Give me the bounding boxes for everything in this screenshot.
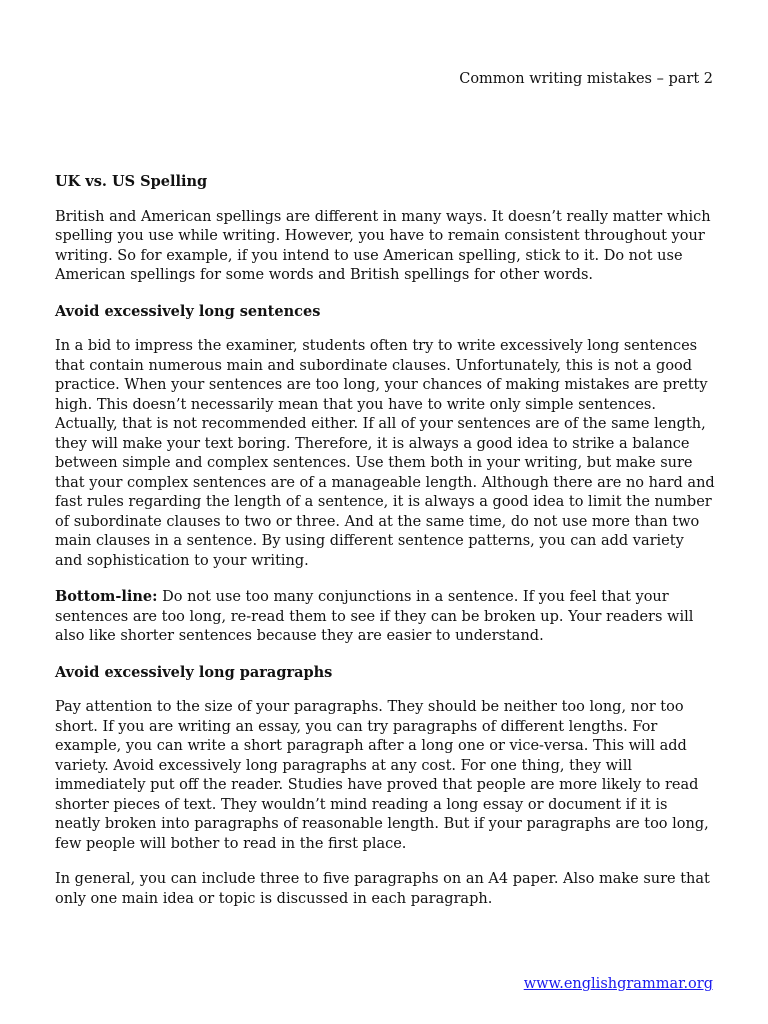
section-heading-long-paragraphs: Avoid excessively long paragraphs xyxy=(55,663,333,681)
paragraph-long-sentences: In a bid to impress the examiner, students often try to write excessively long sentences that contain numerous main and subordinate clauses. Unfortunately, this is not a good practice. When your sentences are too long, your chances of making mistakes are pretty high. This doesn’t necessarily mean that you have to write only simple sentences. Actually, that is not recommended either. If all of your sentences are of the same length, they will make your text boring. Therefore, it is always a good idea to strike a balance between simple and complex sentences. Use them both in your writing, but make sure that your complex sentences are of a manageable length. Although there are no hard and fast rules regarding the length of a sentence, it is always a good idea to limit the number of subordinate clauses to two or three. And at the same time, do not use more than two main clauses in a sentence. By using different sentence patterns, you can add variety and sophistication to your writing. xyxy=(55,338,715,569)
section-heading-uk-us-spelling: UK vs. US Spelling xyxy=(55,173,208,190)
bottom-line-text: Do not use too many conjunctions in a sentence. If you feel that your sentences are too long, re-read them to see if they can be broken up. Your readers will also like shorter sentences because they are easier to understand. xyxy=(55,589,694,644)
section-heading-long-sentences: Avoid excessively long sentences xyxy=(55,302,321,320)
document-body xyxy=(55,172,715,925)
paragraph-bottom-line xyxy=(55,587,715,647)
footer-website-link[interactable]: www.englishgrammar.org xyxy=(523,976,713,992)
paragraph-long-paragraphs-2: In general, you can include three to five paragraphs on an A4 paper. Also make sure that only one main idea or topic is discussed in each paragraph. xyxy=(55,871,710,907)
paragraph-long-paragraphs-1: Pay attention to the size of your paragraphs. They should be neither too long, nor too short. If you are writing an essay, you can try paragraphs of different lengths. For example, you can write a short paragraph after a long one or vice-versa. This will add variety. Avoid excessively long paragraphs at any cost. For one thing, they will immediately put off the reader. Studies have proved that people are more likely to read shorter pieces of text. They wouldn’t mind reading a long essay or document if it is neatly broken into paragraphs of reasonable length. But if your paragraphs are too long, few people will bother to read in the first place. xyxy=(55,699,709,852)
bottom-line-label: Bottom-line: xyxy=(55,588,158,605)
paragraph-uk-us-spelling: British and American spellings are different in many ways. It doesn’t really matter which spelling you use while writing. However, you have to remain consistent throughout your writing. So for example, if you intend to use American spelling, stick to it. Do not use American spellings for some words and British spellings for other words. xyxy=(55,208,711,283)
running-header: Common writing mistakes – part 2 xyxy=(459,71,713,87)
